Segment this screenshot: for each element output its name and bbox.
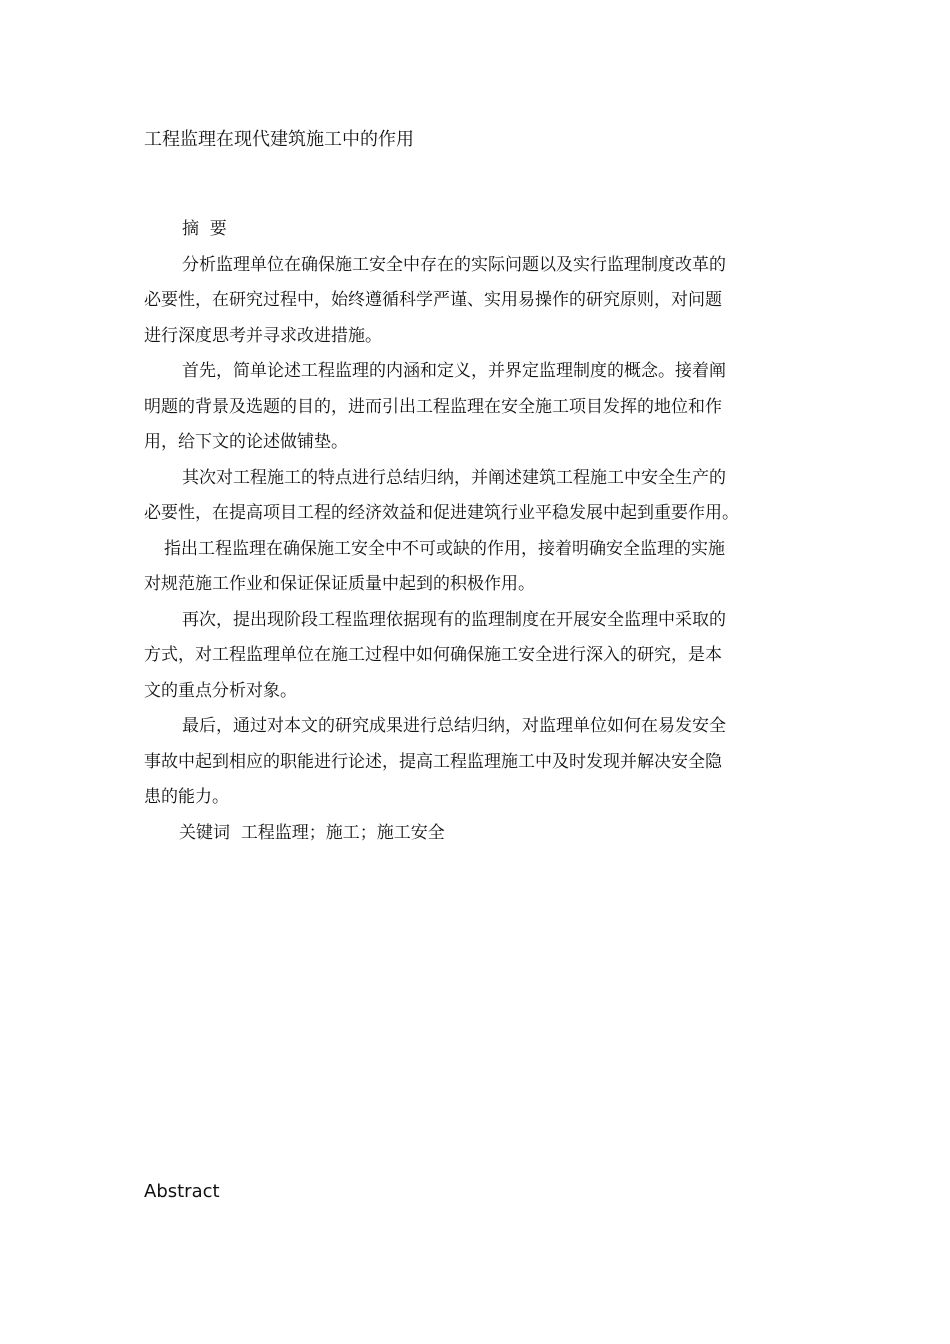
abstract-heading-cn: 摘 要 (182, 219, 227, 239)
abstract-heading-en: Abstract (144, 1181, 220, 1202)
keywords-label: 关键词 (179, 822, 230, 843)
paragraph-4-line-1: 指出工程监理在确保施工安全中不可或缺的作用，接着明确安全监理的实施 (164, 538, 725, 559)
paragraph-3-line-1: 其次对工程施工的特点进行总结归纳，并阐述建筑工程施工中安全生产的 (182, 467, 726, 488)
paragraph-4-line-2: 对规范施工作业和保证保证质量中起到的积极作用。 (144, 574, 535, 594)
paragraph-6-line-3: 患的能力。 (144, 787, 229, 807)
paragraph-1-line-2: 必要性，在研究过程中，始终遵循科学严谨、实用易操作的研究原则，对问题 (144, 290, 722, 310)
paragraph-2-line-2: 明题的背景及选题的目的，进而引出工程监理在安全施工项目发挥的地位和作 (144, 396, 722, 417)
paragraph-3-line-2: 必要性，在提高项目工程的经济效益和促进建筑行业平稳发展中起到重要作用。 (144, 503, 739, 523)
paragraph-1-line-3: 进行深度思考并寻求改进措施。 (144, 325, 382, 346)
paragraph-2-line-1: 首先，简单论述工程监理的内涵和定义，并界定监理制度的概念。接着阐 (182, 361, 726, 381)
paragraph-5-line-1: 再次，提出现阶段工程监理依据现有的监理制度在开展安全监理中采取的 (182, 609, 726, 630)
paragraph-2-line-3: 用，给下文的论述做铺垫。 (144, 432, 348, 452)
paragraph-5-line-2: 方式，对工程监理单位在施工过程中如何确保施工安全进行深入的研究，是本 (144, 645, 722, 665)
document-title: 工程监理在现代建筑施工中的作用 (144, 129, 414, 150)
paragraph-6-line-2: 事故中起到相应的职能进行论述，提高工程监理施工中及时发现并解决安全隐 (144, 751, 722, 772)
paragraph-1-line-1: 分析监理单位在确保施工安全中存在的实际问题以及实行监理制度改革的 (182, 254, 726, 275)
keywords-line (144, 816, 804, 852)
abstract-body (144, 212, 804, 851)
paragraph-5-line-3: 文的重点分析对象。 (144, 680, 297, 701)
paragraph-6-line-1: 最后，通过对本文的研究成果进行总结归纳，对监理单位如何在易发安全 (182, 716, 726, 736)
keywords-value: 工程监理；施工；施工安全 (240, 822, 445, 843)
